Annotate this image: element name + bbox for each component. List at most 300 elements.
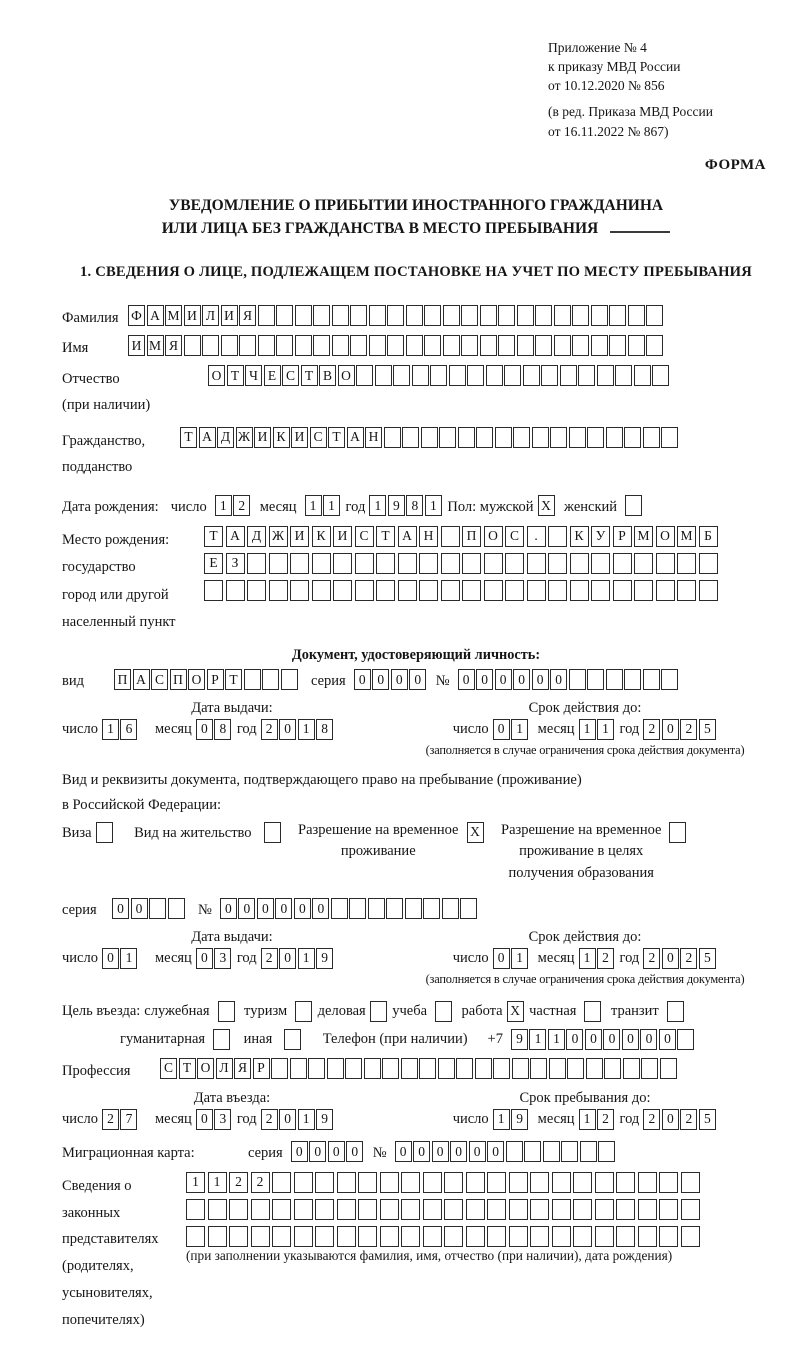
char-cell [168,898,185,919]
char-cell [294,1172,313,1193]
birthplace-label: Место рождения: государство город или другой населенный пункт [62,531,176,631]
char-cell: 0 [622,1029,639,1050]
char-cell: 0 [659,1029,676,1050]
char-cell [424,335,441,356]
char-cell [460,898,477,919]
char-cell: 1 [186,1172,205,1193]
char-cell [466,1226,485,1247]
char-cell [356,365,373,386]
char-cell [505,553,524,574]
char-cell [441,580,460,601]
char-cell: 1 [579,1109,596,1130]
char-cell [677,553,696,574]
char-cell [487,1226,506,1247]
char-cell [229,1226,248,1247]
char-cell [419,553,438,574]
char-cell [597,365,614,386]
char-cell: 2 [643,948,660,969]
residence-doc-text: Вид и реквизиты документа, подтверждающего право на пребывание (проживание) в Российской Федерации: [62,771,582,813]
char-cell [423,1226,442,1247]
char-cell [560,365,577,386]
char-cell [466,1172,485,1193]
entry-day-label: число [62,1110,98,1127]
char-cell [615,365,632,386]
char-cell: 5 [699,719,716,740]
char-cell [229,1199,248,1220]
char-cell [681,1172,700,1193]
char-cell [646,305,663,326]
permit-valid-note: (заполняется в случае ограничения срока действия документа) [425,971,745,986]
char-cell: Р [207,669,224,690]
migr-series-cells [291,1141,365,1162]
char-cell: 1 [102,719,119,740]
char-cell [661,669,678,690]
form-label: ФОРМА [704,156,766,173]
char-cell [467,365,484,386]
char-cell [461,305,478,326]
stay-month-label: месяц [537,1110,575,1127]
char-cell [595,1226,614,1247]
char-cell: П [170,669,187,690]
guardians-row-2 [186,1199,702,1220]
char-cell [456,1058,473,1079]
char-cell [412,365,429,386]
permit-issue-month-label: месяц [154,949,192,966]
char-cell [244,669,261,690]
page-title [62,194,770,241]
char-cell: 1 [323,495,340,516]
char-cell [624,427,641,448]
char-cell [358,1226,377,1247]
purpose-label: Цель въезда: [62,1002,141,1019]
iddoc-number-label: № [435,672,450,689]
guardians-note: (при заполнении указываются фамилия, имя, отчество (при наличии), дата рождения) [186,1247,673,1263]
char-cell [541,365,558,386]
char-cell: Д [247,526,266,547]
birthdate-label: Дата рождения: [62,498,159,515]
issue-month-label: месяц [154,720,192,737]
char-cell [290,1058,307,1079]
char-cell: 0 [566,1029,583,1050]
char-cell [552,1172,571,1193]
char-cell [262,669,279,690]
char-cell [513,427,530,448]
iddoc-valid-block [402,700,768,758]
char-cell: Т [180,427,197,448]
sex-female-checkbox [625,495,644,516]
char-cell: И [221,305,238,326]
char-cell [591,553,610,574]
char-cell [613,553,632,574]
char-cell: . [527,526,546,547]
birthplace-row-1 [204,526,720,547]
char-cell: К [312,526,331,547]
permit-valid-year-label: год [619,949,640,966]
char-cell [401,1172,420,1193]
char-cell: 0 [257,898,274,919]
char-cell [380,1199,399,1220]
char-cell [421,427,438,448]
char-cell: Т [376,526,395,547]
valid-day-cells [493,719,530,740]
citizenship-cells [180,427,680,448]
annex-line-1: Приложение № 4 [548,40,647,55]
char-cell: Т [328,427,345,448]
char-cell [271,1058,288,1079]
char-cell [484,580,503,601]
permit-issue-year-label: год [236,949,257,966]
char-cell [204,580,223,601]
char-cell [493,1058,510,1079]
patronymic-cells [208,365,671,386]
char-cell: Т [227,365,244,386]
char-cell: 0 [112,898,129,919]
char-cell [386,898,403,919]
char-cell [681,1226,700,1247]
char-cell [186,1226,205,1247]
char-cell [552,1199,571,1220]
char-cell [591,335,608,356]
char-cell: 2 [597,1109,614,1130]
birthplace-cells [204,526,720,601]
char-cell: 0 [279,1109,296,1130]
char-cell [573,1226,592,1247]
birth-year-cells [369,495,443,516]
title-line-1: УВЕДОМЛЕНИЕ О ПРИБЫТИИ ИНОСТРАННОГО ГРАЖДАНИНА [168,196,664,214]
char-cell: С [355,526,374,547]
valid-year-label: год [619,720,640,737]
char-cell [570,580,589,601]
char-cell [376,580,395,601]
char-cell: 0 [391,669,408,690]
char-cell [350,305,367,326]
char-cell [573,1172,592,1193]
char-cell: 0 [487,1141,504,1162]
char-cell [96,822,113,843]
char-cell [208,1199,227,1220]
char-cell [149,898,166,919]
char-cell [480,335,497,356]
char-cell: Е [204,553,223,574]
char-cell [572,305,589,326]
char-cell: 0 [662,1109,679,1130]
char-cell: 2 [643,719,660,740]
char-cell [251,1226,270,1247]
entry-month-cells [196,1109,233,1130]
char-cell [530,1058,547,1079]
char-cell [442,898,459,919]
char-cell [370,1001,387,1022]
char-cell: М [165,305,182,326]
char-cell [315,1226,334,1247]
char-cell: И [333,526,352,547]
char-cell [552,1226,571,1247]
entry-date-title: Дата въезда: [193,1089,271,1106]
char-cell: Я [239,305,256,326]
phone-prefix: +7 [487,1030,503,1047]
char-cell [443,305,460,326]
char-cell [312,580,331,601]
char-cell [355,553,374,574]
char-cell: С [310,427,327,448]
char-cell: 1 [548,1029,565,1050]
char-cell: Т [179,1058,196,1079]
char-cell [444,1199,463,1220]
iddoc-number-cells [458,669,680,690]
permit-valid-day-cells [493,948,530,969]
permit-issue-year-cells [261,948,335,969]
char-cell: 8 [406,495,423,516]
char-cell [486,365,503,386]
permit-series-cells [112,898,186,919]
char-cell: 9 [388,495,405,516]
char-cell [364,1058,381,1079]
char-cell [535,305,552,326]
char-cell [616,1172,635,1193]
char-cell [509,1199,528,1220]
purpose-humanitarian-checkbox [213,1029,232,1050]
char-cell [430,365,447,386]
name-cells [128,335,665,356]
char-cell: 9 [511,1029,528,1050]
char-cell: К [273,427,290,448]
residence-permit-label: Вид на жительство [134,824,252,841]
char-cell [438,1058,455,1079]
char-cell [272,1172,291,1193]
char-cell: 6 [120,719,137,740]
char-cell: 1 [529,1029,546,1050]
char-cell: 2 [261,948,278,969]
char-cell [269,580,288,601]
char-cell [677,580,696,601]
char-cell [580,1141,597,1162]
char-cell [337,1199,356,1220]
purpose-study-label: учеба [392,1002,428,1019]
guardians-row-3 [186,1226,702,1247]
guardians-row-1 [186,1172,702,1193]
iddoc-type-label: вид [62,672,84,689]
section1-heading: 1. СВЕДЕНИЯ О ЛИЦЕ, ПОДЛЕЖАЩЕМ ПОСТАНОВКЕ НА УЧЕТ ПО МЕСТУ ПРЕБЫВАНИЯ [80,264,752,281]
char-cell: Ж [236,427,253,448]
char-cell: 9 [316,1109,333,1130]
char-cell [441,526,460,547]
char-cell [435,1001,452,1022]
birth-day-cells [215,495,252,516]
char-cell: 0 [585,1029,602,1050]
guardians-label: Сведения о законных представителях (родителях, усыновителях, попечителях) [62,1177,159,1328]
char-cell: X [507,1001,524,1022]
char-cell: 0 [432,1141,449,1162]
char-cell [487,1172,506,1193]
char-cell [295,335,312,356]
char-cell [308,1058,325,1079]
iddoc-type-cells [114,669,299,690]
valid-until-title: Срок действия до: [528,699,642,716]
residence-doc-options [62,820,770,885]
char-cell [441,553,460,574]
issue-date-title: Дата выдачи: [191,699,273,716]
migr-number-label: № [372,1144,387,1161]
char-cell [184,335,201,356]
char-cell [406,305,423,326]
temp-permit-label: Разрешение на временное проживание [298,821,459,860]
char-cell [681,1199,700,1220]
char-cell [512,1058,529,1079]
iddoc-heading: Документ, удостоверяющий личность: [291,646,541,663]
char-cell [554,335,571,356]
purpose-study-checkbox [435,1001,454,1022]
purpose-row-2 [120,1029,770,1050]
char-cell [208,1226,227,1247]
char-cell: Т [225,669,242,690]
char-cell: Т [204,526,223,547]
char-cell [458,427,475,448]
char-cell [290,580,309,601]
char-cell [532,427,549,448]
char-cell: 1 [208,1172,227,1193]
char-cell [272,1199,291,1220]
char-cell [382,1058,399,1079]
char-cell [419,580,438,601]
char-cell: 0 [395,1141,412,1162]
char-cell [527,580,546,601]
char-cell [284,1029,301,1050]
char-cell [461,335,478,356]
char-cell [604,1058,621,1079]
char-cell: 1 [579,948,596,969]
valid-month-label: месяц [537,720,575,737]
char-cell [535,335,552,356]
char-cell [269,553,288,574]
char-cell [466,1199,485,1220]
char-cell: 0 [312,898,329,919]
char-cell [554,305,571,326]
char-cell: Н [365,427,382,448]
char-cell: 1 [120,948,137,969]
char-cell: О [338,365,355,386]
edition-line-2: от 16.11.2022 № 867) [548,123,669,139]
annex-block [548,38,770,141]
migration-card-label: Миграционная карта: [62,1144,195,1161]
char-cell [264,822,281,843]
char-cell [393,365,410,386]
purpose-private-checkbox [584,1001,603,1022]
char-cell: И [184,305,201,326]
birth-month-cells [305,495,342,516]
char-cell: 0 [294,898,311,919]
char-cell [509,1172,528,1193]
char-cell [312,553,331,574]
char-cell [398,553,417,574]
char-cell: П [114,669,131,690]
char-cell [591,580,610,601]
char-cell [548,526,567,547]
entry-date-block [62,1090,402,1130]
char-cell: 0 [550,669,567,690]
char-cell: А [226,526,245,547]
char-cell [616,1226,635,1247]
char-cell: С [160,1058,177,1079]
char-cell: 0 [279,719,296,740]
permit-number-label: № [198,901,212,918]
char-cell [530,1172,549,1193]
char-cell [349,898,366,919]
char-cell: 9 [511,1109,528,1130]
permit-issue-block [62,929,402,987]
char-cell [628,305,645,326]
char-cell: У [591,526,610,547]
patronymic-label: Отчество (при наличии) [62,371,151,414]
char-cell [202,335,219,356]
char-cell: 2 [261,719,278,740]
birth-day-label: число [170,498,207,515]
purpose-transit-label: транзит [610,1002,659,1019]
migr-series-label: серия [248,1144,283,1161]
purpose-transit-checkbox [667,1001,686,1022]
citizenship-label: Гражданство, подданство [62,432,146,475]
permit-valid-month-cells [579,948,616,969]
char-cell: X [538,495,555,516]
char-cell [656,580,675,601]
char-cell: 0 [131,898,148,919]
char-cell: В [319,365,336,386]
char-cell [449,365,466,386]
char-cell [484,553,503,574]
char-cell: 0 [662,948,679,969]
char-cell [295,305,312,326]
char-cell: 0 [662,719,679,740]
char-cell [221,335,238,356]
char-cell [294,1199,313,1220]
char-cell: С [505,526,524,547]
iddoc-series-cells [354,669,428,690]
char-cell [584,1001,601,1022]
char-cell [475,1058,492,1079]
char-cell: С [282,365,299,386]
char-cell: 0 [603,1029,620,1050]
char-cell: 0 [640,1029,657,1050]
char-cell [638,1172,657,1193]
char-cell: О [188,669,205,690]
permit-valid-month-label: месяц [537,949,575,966]
char-cell [313,335,330,356]
char-cell [548,553,567,574]
visa-label: Виза [62,824,92,841]
phone-label: Телефон (при наличии) [322,1030,468,1047]
char-cell [613,580,632,601]
title-line-2: ИЛИ ЛИЦА БЕЗ ГРАЖДАНСТВА В МЕСТО ПРЕБЫВАНИЯ [62,217,770,240]
char-cell: 3 [214,1109,231,1130]
purpose-work-checkbox [507,1001,526,1022]
char-cell [595,1199,614,1220]
char-cell [634,580,653,601]
char-cell [337,1172,356,1193]
char-cell [634,553,653,574]
char-cell [498,305,515,326]
char-cell: И [254,427,271,448]
char-cell [337,1226,356,1247]
char-cell [595,1172,614,1193]
char-cell: 1 [579,719,596,740]
permit-valid-block [402,929,768,987]
char-cell [462,580,481,601]
char-cell [550,427,567,448]
name-label: Имя [62,340,89,357]
purpose-row [62,1001,770,1022]
char-cell: Е [264,365,281,386]
birth-year-label: год [345,498,366,515]
permit-series-label: серия [62,901,97,918]
